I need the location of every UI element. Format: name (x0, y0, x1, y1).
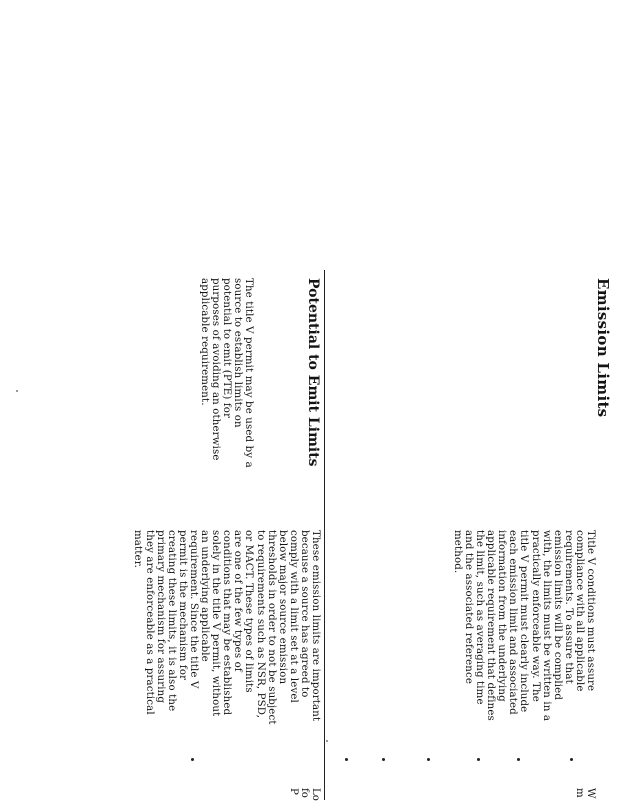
scan-speck (326, 740, 328, 742)
bullet-dot (191, 758, 194, 761)
clipped-column-text-bottom: Lo fo P (287, 788, 321, 801)
title-v-conditions-paragraph: Title V conditions must assure compliance with all applicable requirements. To assure that emission limits will be complied with, the limits must be written in a practically enforceable way. The title V permit must clearly include each emission limit and associated information from the underlying applicable requirement that defines the limit, such as averaging time and the associated reference method. (451, 530, 596, 722)
clipped-column-text-top: W m (573, 788, 596, 799)
emission-limits-importance-paragraph: These emission limits are important because a source has agreed to comply with a limit set at a level below major source emission thresholds in order to not be subject to requirements such as NSR, PSD, or MACT. These types of limits are one of the few types of conditions that may be established solely in the title V permit, without an underlying applicable requirement. Since the title V permit is the mechanism for creating these limits, it is also the primary mechanism for assuring they are enforceable as a practical matter. (132, 530, 321, 725)
section-heading-pte-limits: Potential to Emit Limits (305, 278, 321, 467)
bullet-dot (477, 758, 480, 761)
scan-speck (16, 390, 18, 392)
bullet-dot (427, 758, 430, 761)
bullet-dot (382, 758, 385, 761)
bullet-dot (345, 758, 348, 761)
pte-intro-paragraph: The title V permit may be used by a source to establish limits on potential to emit (PTE) for purposes of avoiding an otherwise applicable requirement. (198, 278, 254, 468)
section-divider-rule (324, 270, 325, 800)
bullet-dot (570, 758, 573, 761)
bullet-dot (517, 758, 520, 761)
section-heading-emission-limits: Emission Limits (594, 278, 612, 418)
